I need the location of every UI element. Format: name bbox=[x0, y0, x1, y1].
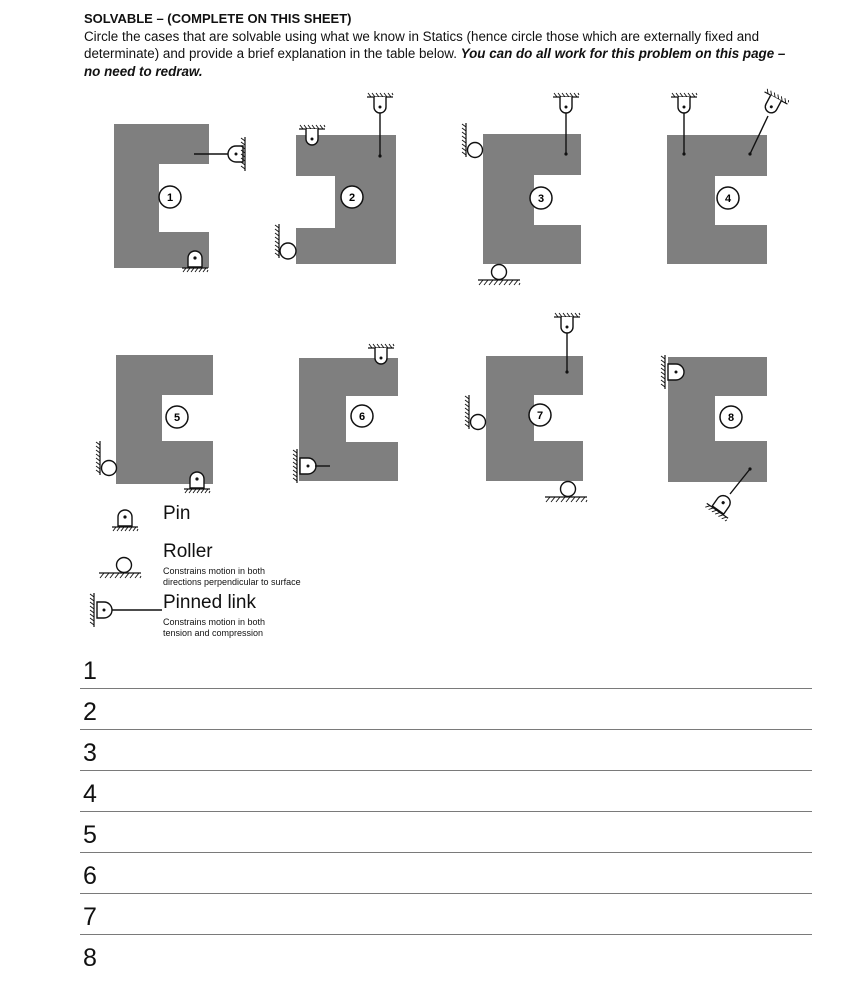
case-6 bbox=[293, 344, 398, 483]
answer-row-5[interactable] bbox=[80, 812, 812, 853]
case-number: 8 bbox=[727, 412, 735, 424]
case-labels bbox=[159, 186, 742, 428]
instructions-emphasis: You can do all work for this problem on this page – no need to redraw. bbox=[84, 46, 786, 79]
legend-pinned-link-note-line: tension and compression bbox=[163, 628, 264, 638]
case-number: 2 bbox=[348, 192, 356, 204]
instructions-text: Circle the cases that are solvable using what we know in Statics (hence circle those which are externally fixed and determinate) and provide a brief explanation in the table below. bbox=[84, 28, 760, 61]
case-number: 5 bbox=[173, 412, 181, 424]
answer-row-number: 5 bbox=[83, 821, 97, 849]
answer-row-2[interactable] bbox=[80, 689, 812, 730]
case-number: 1 bbox=[166, 192, 174, 204]
case-label-7 bbox=[529, 404, 551, 426]
case-label-2 bbox=[341, 186, 363, 208]
answer-row-number: 8 bbox=[83, 944, 97, 972]
case-8 bbox=[661, 355, 767, 522]
case-4 bbox=[667, 88, 789, 264]
case-number: 6 bbox=[358, 411, 366, 423]
pinned-link-symbol-icon bbox=[90, 593, 162, 627]
case-3 bbox=[462, 93, 581, 285]
answer-row-number: 1 bbox=[83, 657, 97, 685]
case-5 bbox=[96, 355, 213, 493]
answer-row-6[interactable] bbox=[80, 853, 812, 894]
legend-roller-note-line: Constrains motion in both bbox=[163, 566, 266, 576]
answer-row-number: 7 bbox=[83, 903, 97, 931]
pin-symbol-icon bbox=[112, 510, 138, 531]
legend-pin-label: Pin bbox=[163, 503, 191, 524]
case-label-3 bbox=[530, 187, 552, 209]
legend-roller-label: Roller bbox=[163, 541, 213, 562]
answer-row-number: 3 bbox=[83, 739, 97, 767]
answer-row-4[interactable] bbox=[80, 771, 812, 812]
case-number: 4 bbox=[724, 193, 732, 205]
answer-row-number: 4 bbox=[83, 780, 97, 808]
answer-row-number: 2 bbox=[83, 698, 97, 726]
answer-row-8[interactable] bbox=[80, 935, 812, 975]
case-2 bbox=[275, 93, 396, 264]
case-label-6 bbox=[351, 405, 373, 427]
case-label-1 bbox=[159, 186, 181, 208]
roller-symbol-icon bbox=[99, 558, 141, 579]
case-number: 3 bbox=[537, 193, 545, 205]
answer-row-1[interactable] bbox=[80, 655, 812, 689]
case-number: 7 bbox=[536, 410, 544, 422]
answer-row-3[interactable] bbox=[80, 730, 812, 771]
answer-row-number: 6 bbox=[83, 862, 97, 890]
legend-pinned-link-note bbox=[163, 617, 265, 639]
case-label-5 bbox=[166, 406, 188, 428]
legend-pinned-link-note-line: Constrains motion in both bbox=[163, 617, 266, 627]
legend-roller-note-line: directions perpendicular to surface bbox=[163, 577, 301, 587]
case-label-4 bbox=[717, 187, 739, 209]
answer-row-7[interactable] bbox=[80, 894, 812, 935]
legend-roller-note bbox=[163, 566, 301, 588]
case-7 bbox=[465, 313, 587, 502]
page-title: SOLVABLE – (COMPLETE ON THIS SHEET) bbox=[84, 11, 352, 26]
answer-table bbox=[80, 655, 812, 975]
legend-pinned-link-label: Pinned link bbox=[163, 592, 256, 613]
case-label-8 bbox=[720, 406, 742, 428]
